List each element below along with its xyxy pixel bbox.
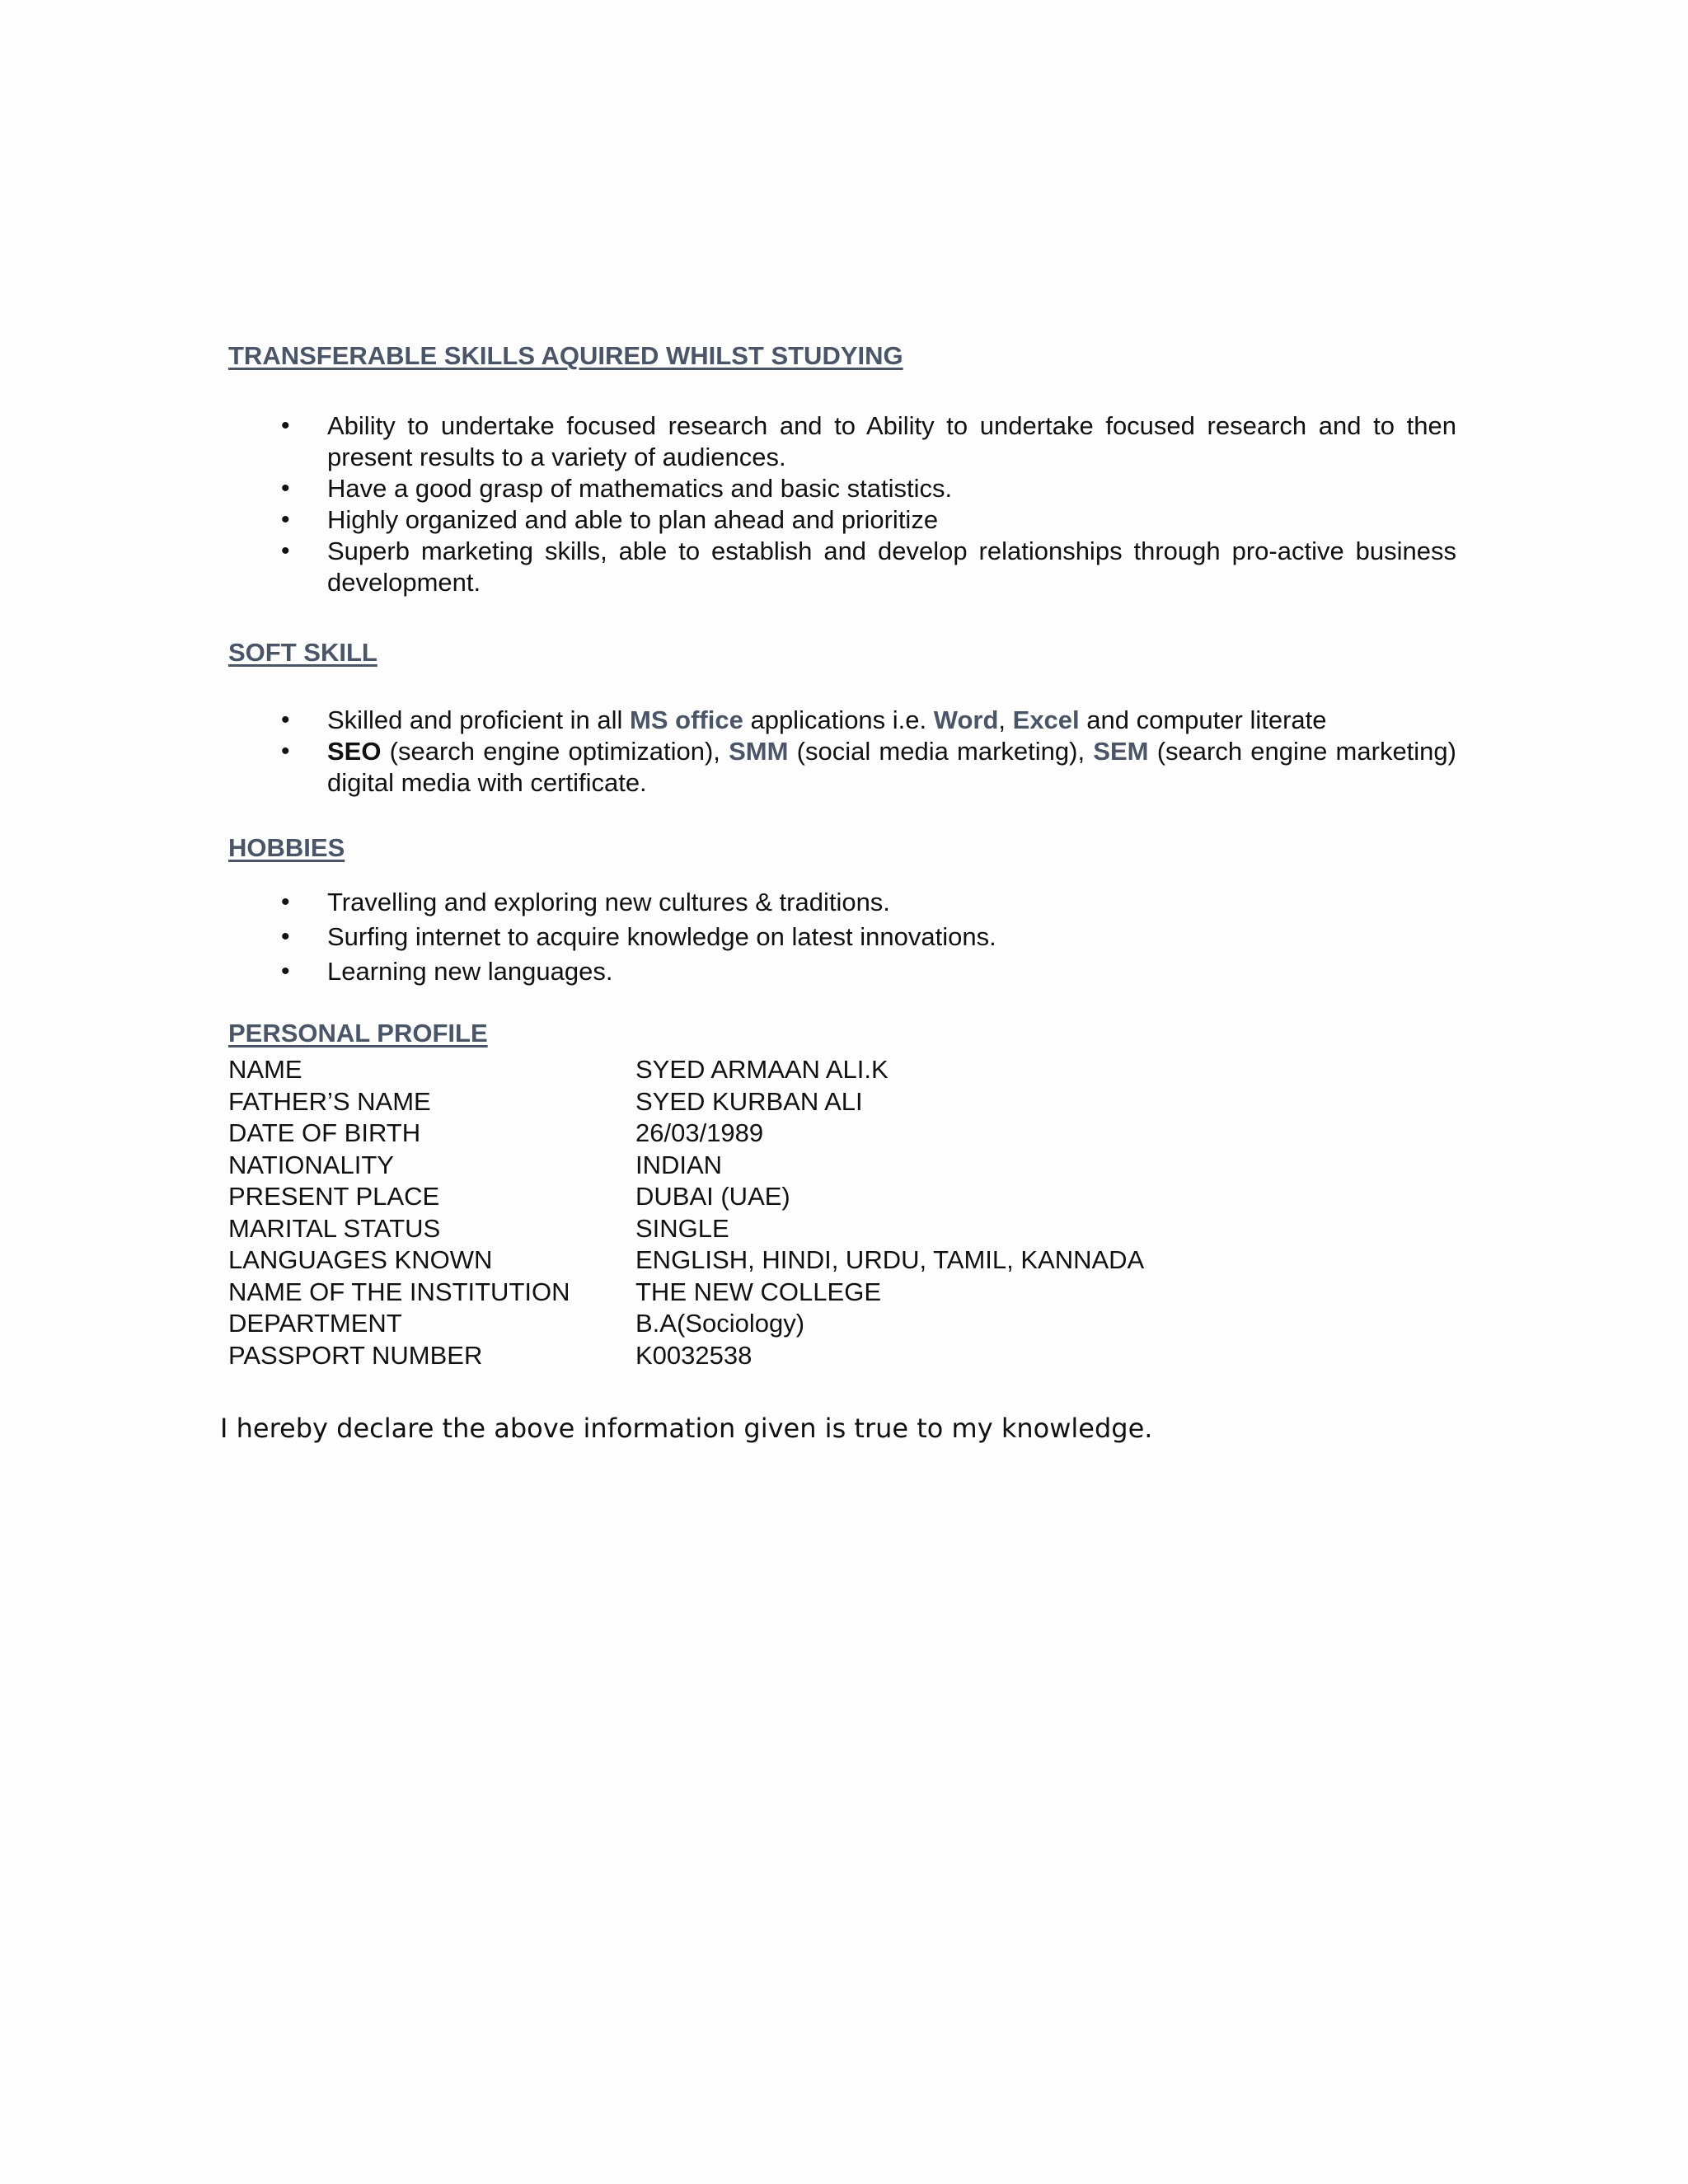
list-item: • Have a good grasp of mathematics and basic statistics. [281,474,953,503]
list-item: • Skilled and proficient in all MS office applications i.e. Word, Excel and computer literate [281,705,1327,734]
profile-label: FATHER’S NAME [228,1086,431,1116]
profile-row [228,1086,1300,1118]
list-item: • Travelling and exploring new cultures & traditions. [228,885,1456,920]
list-item: • Surfing internet to acquire knowledge on latest innovations. [228,920,1456,954]
profile-value: SYED ARMAAN ALI.K [635,1055,889,1084]
bullet-icon: • [281,738,290,765]
profile-row [228,1118,1300,1150]
profile-value: SINGLE [635,1213,729,1243]
list-item: • Learning new languages. [228,954,1456,989]
profile-row [228,1308,1300,1340]
hobbies-heading: HOBBIES [228,833,345,862]
profile-row [228,1181,1300,1213]
profile-label: DATE OF BIRTH [228,1118,421,1147]
smm-highlight: SMM [729,737,789,766]
profile-row [228,1244,1300,1277]
personal-profile-table [228,1054,1300,1371]
list-item: • Superb marketing skills, able to establish and develop relationships through pro-active business development. [281,537,1456,597]
declaration-text: I hereby declare the above information given is true to my knowledge. [220,1413,1153,1444]
profile-value: B.A(Sociology) [635,1309,805,1338]
profile-row [228,1340,1300,1372]
personal-profile-heading: PERSONAL PROFILE [228,1019,488,1047]
profile-label: MARITAL STATUS [228,1213,441,1243]
soft-skill-list [228,705,1456,799]
profile-label: NAME [228,1055,302,1084]
hobbies-list [228,885,1456,989]
bullet-icon: • [281,537,290,565]
profile-value: THE NEW COLLEGE [635,1277,881,1306]
excel-highlight: Excel [1012,705,1080,734]
sem-highlight: SEM [1093,737,1149,766]
profile-row [228,1054,1300,1086]
bullet-icon: • [281,475,290,502]
profile-value: DUBAI (UAE) [635,1182,790,1211]
profile-row [228,1213,1300,1245]
ms-office-highlight: MS office [630,705,743,734]
bullet-icon: • [281,706,290,733]
profile-label: PASSPORT NUMBER [228,1340,483,1370]
list-item: • Highly organized and able to plan ahead and prioritize [281,505,939,534]
transferable-skills-heading: TRANSFERABLE SKILLS AQUIRED WHILST STUDYING [228,341,903,370]
profile-label: PRESENT PLACE [228,1182,440,1211]
bullet-icon: • [281,412,290,439]
profile-label: NATIONALITY [228,1150,394,1179]
profile-row [228,1277,1300,1309]
list-item: • SEO (search engine optimization), SMM (social media marketing), SEM (search engine marketing) digital media with certificate. [281,737,1456,797]
profile-label: LANGUAGES KNOWN [228,1245,493,1274]
bullet-icon: • [281,958,290,985]
transferable-skills-list [228,410,1456,598]
list-item: • Ability to undertake focused research and to Ability to undertake focused research and to then present results to a variety of audiences. [281,411,1456,471]
profile-value: INDIAN [635,1150,723,1179]
profile-row [228,1150,1300,1182]
profile-value: SYED KURBAN ALI [635,1086,863,1116]
soft-skill-heading: SOFT SKILL [228,638,377,667]
seo-highlight: SEO [327,737,382,766]
profile-label: DEPARTMENT [228,1309,402,1338]
profile-value: ENGLISH, HINDI, URDU, TAMIL, KANNADA [635,1245,1145,1274]
profile-value: 26/03/1989 [635,1118,764,1147]
profile-value: K0032538 [635,1340,753,1370]
word-highlight: Word [933,705,999,734]
bullet-icon: • [281,888,290,916]
bullet-icon: • [281,923,290,950]
profile-label: NAME OF THE INSTITUTION [228,1277,570,1306]
bullet-icon: • [281,506,290,533]
